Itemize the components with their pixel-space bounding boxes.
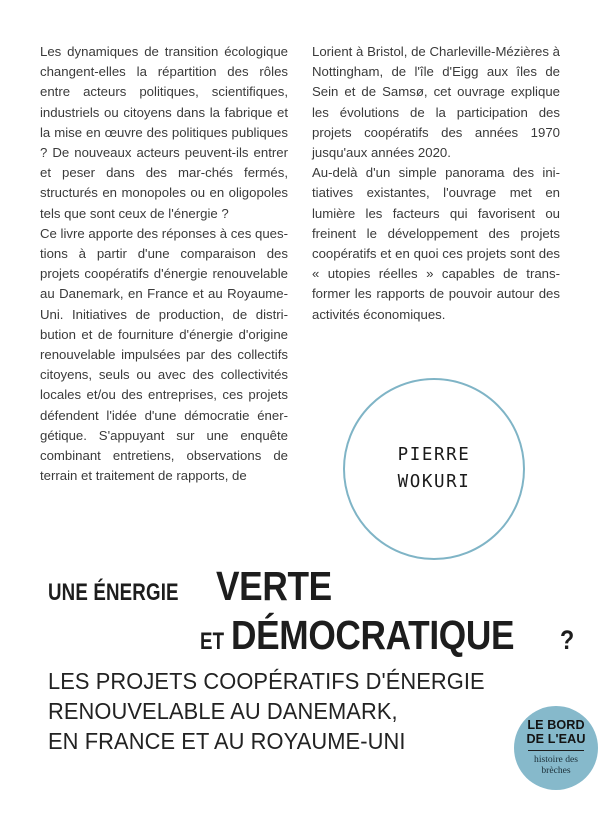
- blurb-paragraph: Au-delà d'un simple panorama des ini-tiatives existantes, l'ouvrage met en lumière les facteurs qui favorisent ou freinent le développement des projets coopératifs et en quoi ces projets sont des « utopies réelles » capables de trans-former les rapports de pouvoir autour des activités économiques.: [312, 165, 560, 322]
- title-line-2: [0, 614, 600, 666]
- blurb-left-column: [40, 42, 288, 486]
- title-part-une-energie: UNE ÉNERGIE: [48, 579, 179, 606]
- publisher-name-line-2: DE L'EAU: [526, 731, 586, 746]
- publisher-name-line-1: LE BORD: [527, 718, 585, 733]
- subtitle-line: RENOUVELABLE AU DANEMARK,: [48, 698, 398, 724]
- author-circle: [343, 378, 525, 560]
- blurb-paragraph: Les dynamiques de transition écologique changent-elles la répartition des rôles entre acteurs politiques, scientifiques, industriels ou citoyens dans la fabrique et la mise en œuvre des politiques publiques ? De nouveaux acteurs peuvent-ils entrer et peser dans des mar-chés fermés, structurés en monopoles ou en oligopoles tels que sont ceux de l'énergie ?: [40, 44, 288, 221]
- author-last-name: WOKURI: [397, 472, 471, 492]
- title-part-verte: VERTE: [215, 563, 332, 609]
- subtitle-line: EN FRANCE ET AU ROYAUME-UNI: [48, 728, 406, 754]
- blurb-right-column: [312, 42, 560, 325]
- publisher-collection-line-2: brèches: [541, 765, 571, 777]
- title-question-mark: ?: [560, 625, 575, 655]
- author-first-name: PIERRE: [397, 445, 471, 465]
- title-line-1: [0, 563, 600, 616]
- publisher-collection-line-1: histoire des: [534, 753, 578, 765]
- publisher-divider: [528, 750, 584, 751]
- title-part-et: ET: [200, 628, 225, 655]
- book-subtitle: [48, 666, 518, 756]
- publisher-logo: [514, 706, 598, 790]
- blurb-paragraph: Ce livre apporte des réponses à ces ques-tions à partir d'une comparaison des projets coopératifs d'énergie renouvelable au Danemark, en France et au Royaume-Uni. Initiatives de production, de distri-bution et de fourniture d'énergie d'origine renouvelable impulsées par des collectifs citoyens, seuls ou avec des collectivités locales et/ou des entreprises, ces projets défendent l'idée d'une démocratie éner-gétique. S'appuyant sur une enquête combinant entretiens, observations de terrain et traitement de rapports, de: [40, 225, 288, 484]
- subtitle-line: LES PROJETS COOPÉRATIFS D'ÉNERGIE: [48, 668, 485, 694]
- title-part-democratique: DÉMOCRATIQUE: [231, 612, 515, 658]
- blurb-paragraph: Lorient à Bristol, de Charleville-Mézières à Nottingham, de l'île d'Eigg aux îles de Sein et de Samsø, cet ouvrage explique les évolutions de la participation des projets coopératifs des années 1970 jusqu'aux années 2020.: [312, 44, 560, 161]
- book-title: [0, 563, 600, 666]
